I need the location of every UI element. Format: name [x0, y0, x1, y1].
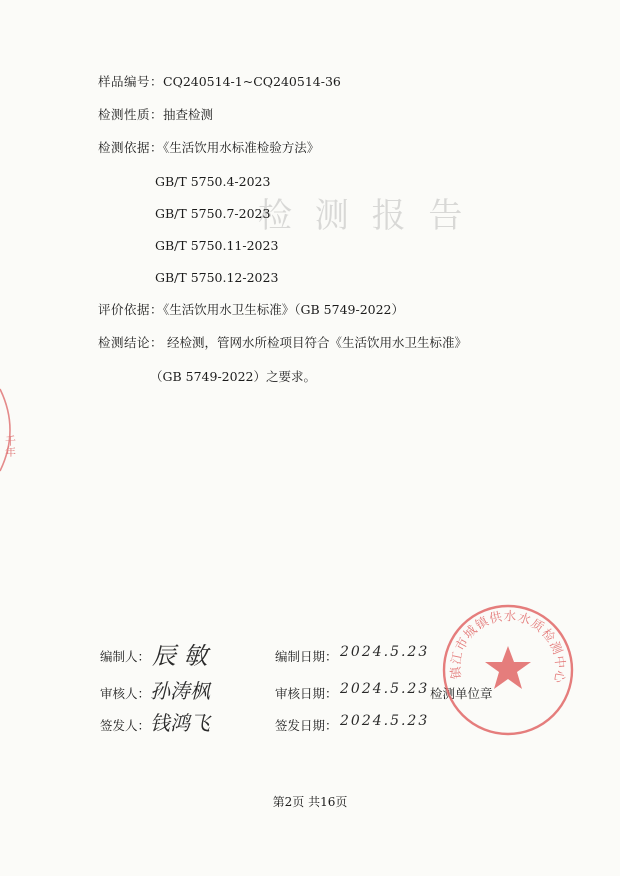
evaluation-basis-label: 评价依据：	[98, 302, 164, 317]
sample-number-value: CQ240514-1~CQ240514-36	[163, 74, 341, 89]
side-stamp-text: 千年	[3, 435, 17, 457]
test-nature-label: 检测性质：	[98, 107, 164, 122]
review-date-value: 2024.5.23	[340, 681, 430, 697]
conclusion-line1: 经检测，管网水所检项目符合《生活饮用水卫生标准》	[167, 335, 468, 350]
issue-date-label: 签发日期：	[275, 718, 338, 733]
sample-number-row	[98, 74, 341, 90]
test-basis-label: 检测依据：	[98, 140, 164, 155]
test-basis-row	[98, 140, 319, 156]
issue-date-value: 2024.5.23	[340, 713, 430, 729]
official-seal-icon	[440, 602, 576, 738]
standard-3: GB/T 5750.11-2023	[155, 238, 279, 253]
test-basis-value: 《生活饮用水标准检验方法》	[163, 140, 320, 155]
page-footer: 第2页 共16页	[272, 795, 348, 809]
issuer-label: 签发人：	[100, 718, 151, 733]
test-nature-row	[98, 107, 213, 123]
standard-4: GB/T 5750.12-2023	[155, 270, 279, 285]
conclusion-row	[98, 335, 467, 351]
issuer-signature: 钱鸿飞	[150, 711, 210, 735]
reviewer-signature: 孙涛枫	[150, 679, 210, 703]
ghost-title: 检 测 报 告	[258, 196, 469, 236]
standard-2: GB/T 5750.7-2023	[155, 206, 271, 221]
compile-date-label: 编制日期：	[275, 649, 338, 664]
conclusion-line2: （GB 5749-2022）之要求。	[150, 369, 316, 384]
evaluation-basis-value: 《生活饮用水卫生标准》（GB 5749-2022）	[163, 302, 405, 317]
compile-date-value: 2024.5.23	[340, 644, 430, 660]
evaluation-basis-row	[98, 302, 404, 318]
compiler-label: 编制人：	[100, 649, 151, 664]
standard-1: GB/T 5750.4-2023	[155, 174, 271, 189]
reviewer-label: 审核人：	[100, 686, 151, 701]
test-nature-value: 抽查检测	[163, 107, 214, 122]
seal-label: 检测单位章	[430, 686, 493, 701]
conclusion-label: 检测结论：	[98, 335, 164, 350]
sample-number-label: 样品编号：	[98, 74, 164, 89]
side-stamp-icon	[0, 385, 30, 475]
seal-text: 镇江市城镇供水水质检测中心	[447, 608, 569, 686]
compiler-signature: 辰 敏	[152, 642, 208, 670]
review-date-label: 审核日期：	[275, 686, 338, 701]
